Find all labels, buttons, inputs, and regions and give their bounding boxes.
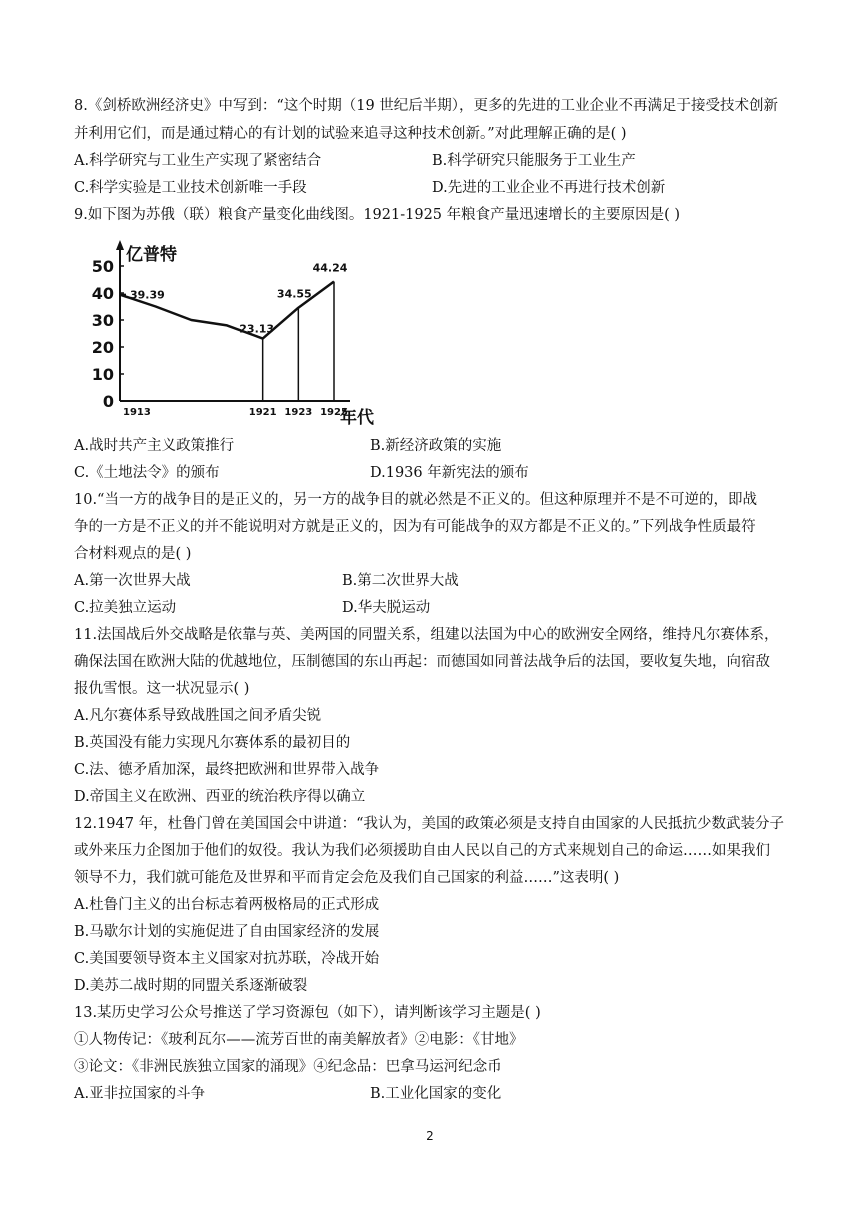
q12-stem-line2: 或外来压力企图加于他们的奴役。我认为我们必须援助自由人民以自己的方式来规划自己的命运……如果我们: [74, 843, 770, 859]
q11-stem-line1: 11.法国战后外交战略是依靠与英、美两国的同盟关系，组建以法国为中心的欧洲安全网络，维持凡尔赛体系，: [74, 627, 779, 643]
q10-stem-line2: 争的一方是不正义的并不能说明对方就是正义的，因为有可能战争的双方都是不正义的。”下列战争性质最符: [74, 519, 756, 535]
q10-option-d: D.华夫脱运动: [342, 600, 431, 616]
q12-stem-line1: 12.1947 年，杜鲁门曾在美国国会中讲道：“我认为，美国的政策必须是支持自由国家的人民抵抗少数武装分子: [74, 816, 784, 832]
q11-option-c: C.法、德矛盾加深，最终把欧洲和世界带入战争: [74, 762, 380, 778]
grain-output-chart: [84, 236, 384, 426]
q8-option-d: D.先进的工业企业不再进行技术创新: [432, 180, 666, 196]
x-tick-label: 1913: [123, 407, 151, 418]
q9-stem-line1: 9.如下图为苏俄（联）粮食产量变化曲线图。1921-1925 年粮食产量迅速增长的主要原因是( ): [74, 207, 681, 223]
q8-stem-line1: 8.《剑桥欧洲经济史》中写到：“这个时期（19 世纪后半期），更多的先进的工业企业不再满足于接受技术创新: [74, 98, 779, 114]
q13-stem-line2: ①人物传记：《玻利瓦尔——流芳百世的南美解放者》②电影：《甘地》: [74, 1032, 524, 1048]
q11-option-d: D.帝国主义在欧洲、西亚的统治秩序得以确立: [74, 789, 366, 805]
q13-option-a: A.亚非拉国家的斗争: [74, 1086, 206, 1102]
y-tick-label: 0: [102, 392, 114, 411]
q11-option-b: B.英国没有能力实现凡尔赛体系的最初目的: [74, 735, 351, 751]
q12-option-c: C.美国要领导资本主义国家对抗苏联，冷战开始: [74, 951, 380, 967]
y-tick-label: 50: [91, 257, 114, 276]
q8-option-c: C.科学实验是工业技术创新唯一手段: [74, 180, 307, 196]
y-axis-arrow: [116, 240, 124, 250]
q8-option-b: B.科学研究只能服务于工业生产: [432, 153, 636, 169]
data-label: 34.55: [276, 287, 312, 301]
q10-option-a: A.第一次世界大战: [74, 573, 191, 589]
x-axis-label: 年代: [340, 408, 374, 426]
q12-stem-line3: 领导不力，我们就可能危及世界和平而肯定会危及我们自己国家的利益……”这表明( ): [74, 870, 620, 886]
q9-option-a: A.战时共产主义政策推行: [74, 438, 235, 454]
y-axis-label: 亿普特: [126, 245, 177, 265]
q12-option-a: A.杜鲁门主义的出台标志着两极格局的正式形成: [74, 897, 380, 913]
q13-stem-line1: 13.某历史学习公众号推送了学习资源包（如下），请判断该学习主题是( ): [74, 1005, 541, 1021]
q13-stem-line3: ③论文：《非洲民族独立国家的涌现》④纪念品：巴拿马运河纪念币: [74, 1059, 502, 1075]
q13-option-b: B.工业化国家的变化: [370, 1086, 502, 1102]
x-tick-label: 1925: [320, 407, 348, 418]
data-label: 23.13: [239, 322, 275, 336]
q10-option-c: C.拉美独立运动: [74, 600, 177, 616]
q10-stem-line3: 合材料观点的是( ): [74, 546, 192, 562]
data-label: 44.24: [312, 261, 348, 275]
y-tick-label: 20: [91, 338, 114, 357]
page-number: 2: [426, 1129, 434, 1143]
q9-option-d: D.1936 年新宪法的颁布: [370, 465, 529, 481]
q11-option-a: A.凡尔赛体系导致战胜国之间矛盾尖锐: [74, 708, 322, 724]
q10-stem-line1: 10.“当一方的战争目的是正义的，另一方的战争目的就必然是不正义的。但这种原理并不是不可逆的，即战: [74, 492, 757, 508]
x-tick-label: 1923: [284, 407, 313, 418]
q11-stem-line2: 确保法国在欧洲大陆的优越地位，压制德国的东山再起：而德国如同普法战争后的法国，要收复失地，向宿敌: [74, 654, 770, 670]
q12-option-b: B.马歇尔计划的实施促进了自由国家经济的发展: [74, 924, 380, 940]
y-tick-label: 10: [91, 365, 114, 384]
q8-stem-line2: 并利用它们，而是通过精心的有计划的试验来追寻这种技术创新。”对此理解正确的是( ): [74, 126, 627, 142]
q9-option-c: C.《土地法令》的颁布: [74, 465, 220, 481]
chart-data-labels: [130, 262, 348, 336]
q11-stem-line3: 报仇雪恨。这一状况显示( ): [74, 681, 250, 697]
chart-ticks: [92, 257, 348, 418]
y-tick-label: 30: [91, 311, 114, 330]
x-tick-label: 1921: [248, 407, 277, 418]
q10-option-b: B.第二次世界大战: [342, 573, 459, 589]
data-label: 39.39: [130, 288, 165, 302]
q9-option-b: B.新经济政策的实施: [370, 438, 502, 454]
q12-option-d: D.美苏二战时期的同盟关系逐渐破裂: [74, 978, 308, 994]
q8-option-a: A.科学研究与工业生产实现了紧密结合: [74, 153, 322, 169]
y-tick-label: 40: [91, 284, 114, 303]
